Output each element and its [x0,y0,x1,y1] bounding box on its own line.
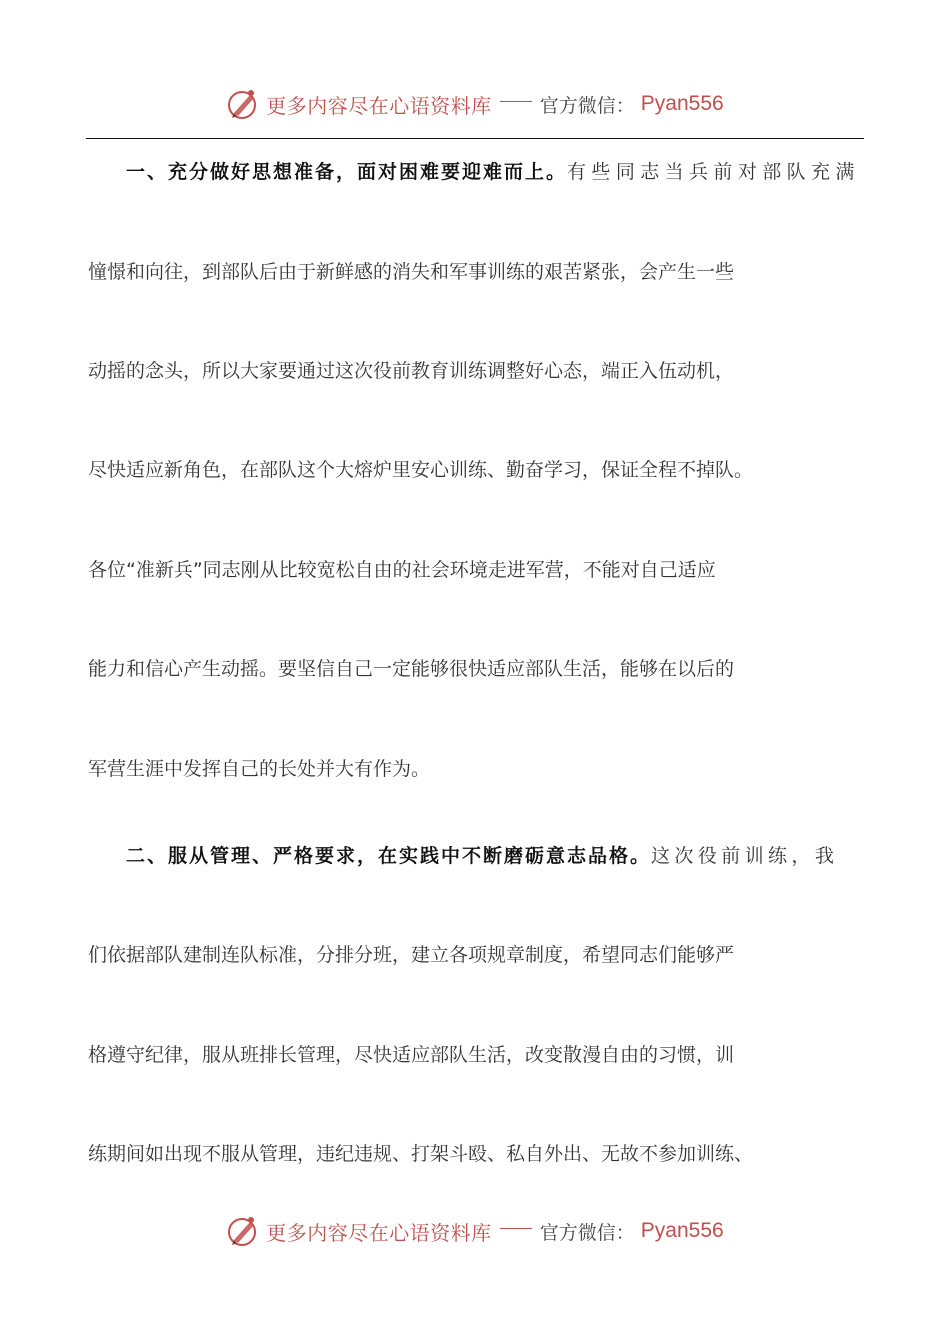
banner-wechat-id: Pyan556 [640,1219,724,1242]
banner-wechat-id: Pyan556 [640,92,724,115]
section2-line-3: 格遵守纪律，服从班排长管理，尽快适应部队生活，改变散漫自由的习惯，训 [88,1044,735,1066]
section2-line-4: 练期间如出现不服从管理，违纪违规、打架斗殴、私自外出、无故不参加训练、 [88,1143,754,1165]
section1-line-1-text: 有些同志当兵前对部队充满 [567,161,860,183]
banner-label: 官方微信： [539,94,635,117]
banner-main-text: 更多内容尽在心语资料库 [266,1220,492,1245]
section1-line-3: 动摇的念头，所以大家要通过这次役前教育训练调整好心态，端正入伍动机， [88,360,735,382]
banner-label: 官方微信： [539,1221,635,1244]
section1-line-6: 能力和信心产生动摇。要坚信自己一定能够很快适应部队生活，能够在以后的 [88,658,735,680]
section1-heading: 一、充分做好思想准备，面对困难要迎难而上。 [126,161,568,183]
banner-dash [500,101,532,102]
section1-line-5: 各位“准新兵”同志刚从比较宽松自由的社会环境走进军营，不能对自己适应 [88,559,716,581]
banner-dash [500,1228,532,1229]
header-banner [0,84,950,124]
section2-line-1 [126,839,864,873]
pen-logo-icon [226,87,260,121]
section1-line-2: 憧憬和向往，到部队后由于新鲜感的消失和军事训练的艰苦紧张，会产生一些 [88,261,735,283]
section2-line-1-text: 这次役前训练，我 [651,845,839,867]
pen-logo-icon [226,1214,260,1248]
section2-heading: 二、服从管理、严格要求，在实践中不断磨砺意志品格。 [126,845,652,867]
section1-line-7: 军营生涯中发挥自己的长处并大有作为。 [88,758,431,780]
section1-line-1 [126,155,864,189]
header-rule [86,138,864,139]
section1-line-4: 尽快适应新角色，在部队这个大熔炉里安心训练、勤奋学习，保证全程不掉队。 [88,459,754,481]
banner-main-text: 更多内容尽在心语资料库 [266,93,492,118]
section2-line-2: 们依据部队建制连队标准，分排分班，建立各项规章制度，希望同志们能够严 [88,944,735,966]
footer-banner [0,1211,950,1251]
